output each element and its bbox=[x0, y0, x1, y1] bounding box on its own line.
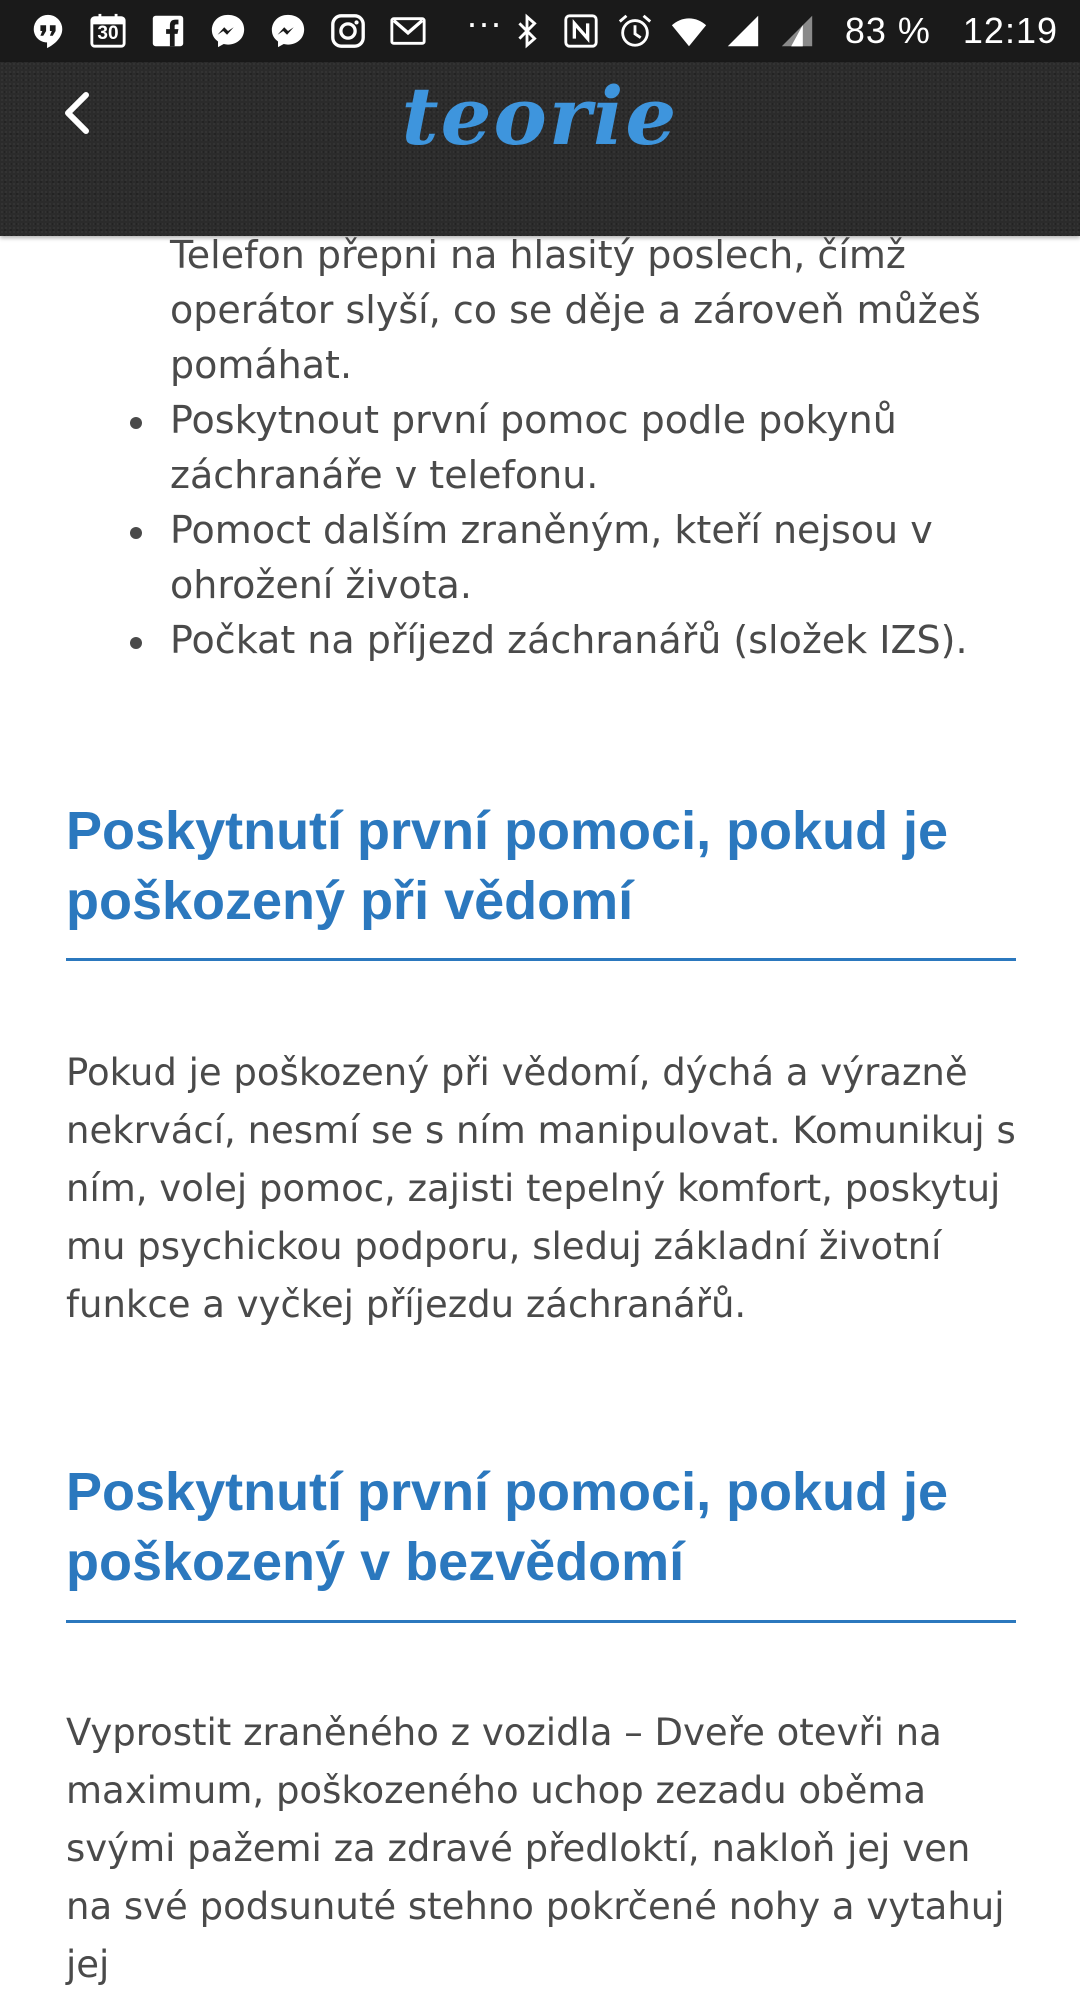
list-item: Pomoct dalším zraněným, kteří nejsou v ohrožení života. bbox=[170, 503, 1030, 613]
clock: 12:19 bbox=[962, 10, 1058, 51]
app-header bbox=[0, 62, 1080, 236]
signal-icon bbox=[777, 11, 817, 51]
wifi-icon bbox=[669, 11, 709, 51]
signal-icon bbox=[723, 11, 763, 51]
section-divider bbox=[66, 1620, 1016, 1623]
calendar-icon bbox=[88, 11, 128, 51]
app-logo: teorie bbox=[401, 69, 679, 163]
alarm-icon bbox=[615, 11, 655, 51]
status-bar bbox=[0, 0, 1080, 62]
section-divider bbox=[66, 958, 1016, 961]
facebook-icon bbox=[148, 11, 188, 51]
paragraph-unconscious: Vyprostit zraněného z vozidla – Dveře otevři na maximum, poškozeného uchop zezadu oběma svými pažemi za zdravé předloktí, nakloň jej ven na své podsunuté stehno pokrčené nohy a vytahuj jej bbox=[66, 1711, 1005, 1986]
section-heading-conscious: Poskytnutí první pomoci, pokud je poškozený při vědomí bbox=[66, 801, 949, 931]
bluetooth-icon bbox=[507, 11, 547, 51]
instagram-icon bbox=[328, 11, 368, 51]
messenger-icon bbox=[268, 11, 308, 51]
list-item: Poskytnout první pomoc podle pokynů záchranáře v telefonu. bbox=[170, 393, 1030, 503]
more-notifications-icon: ··· bbox=[466, 2, 502, 43]
section-heading-unconscious: Poskytnutí první pomoci, pokud je poškozený v bezvědomí bbox=[66, 1462, 949, 1592]
calendar-day: 30 bbox=[97, 23, 119, 44]
gmail-icon bbox=[388, 11, 428, 51]
hangouts-icon bbox=[28, 11, 68, 51]
list-item: Počkat na příjezd záchranářů (složek IZS). bbox=[170, 613, 1030, 668]
list-item-continuation: Telefon přepni na hlasitý poslech, čímž operátor slyší, co se děje a zároveň můžeš pomáhat. bbox=[170, 233, 981, 387]
system-icons bbox=[507, 0, 1058, 62]
messenger-icon bbox=[208, 11, 248, 51]
article-content bbox=[0, 233, 1080, 1986]
battery-level: 83 % bbox=[844, 10, 931, 51]
bullet-list bbox=[0, 228, 1030, 668]
notification-icons bbox=[28, 0, 520, 62]
nfc-icon bbox=[561, 11, 601, 51]
paragraph-conscious: Pokud je poškozený při vědomí, dýchá a výrazně nekrvácí, nesmí se s ním manipulovat. Komunikuj s ním, volej pomoc, zajisti tepelný komfort, poskytuj mu psychickou podporu, sleduj základní životní funkce a vyčkej příjezdu záchranářů. bbox=[66, 1051, 1016, 1326]
